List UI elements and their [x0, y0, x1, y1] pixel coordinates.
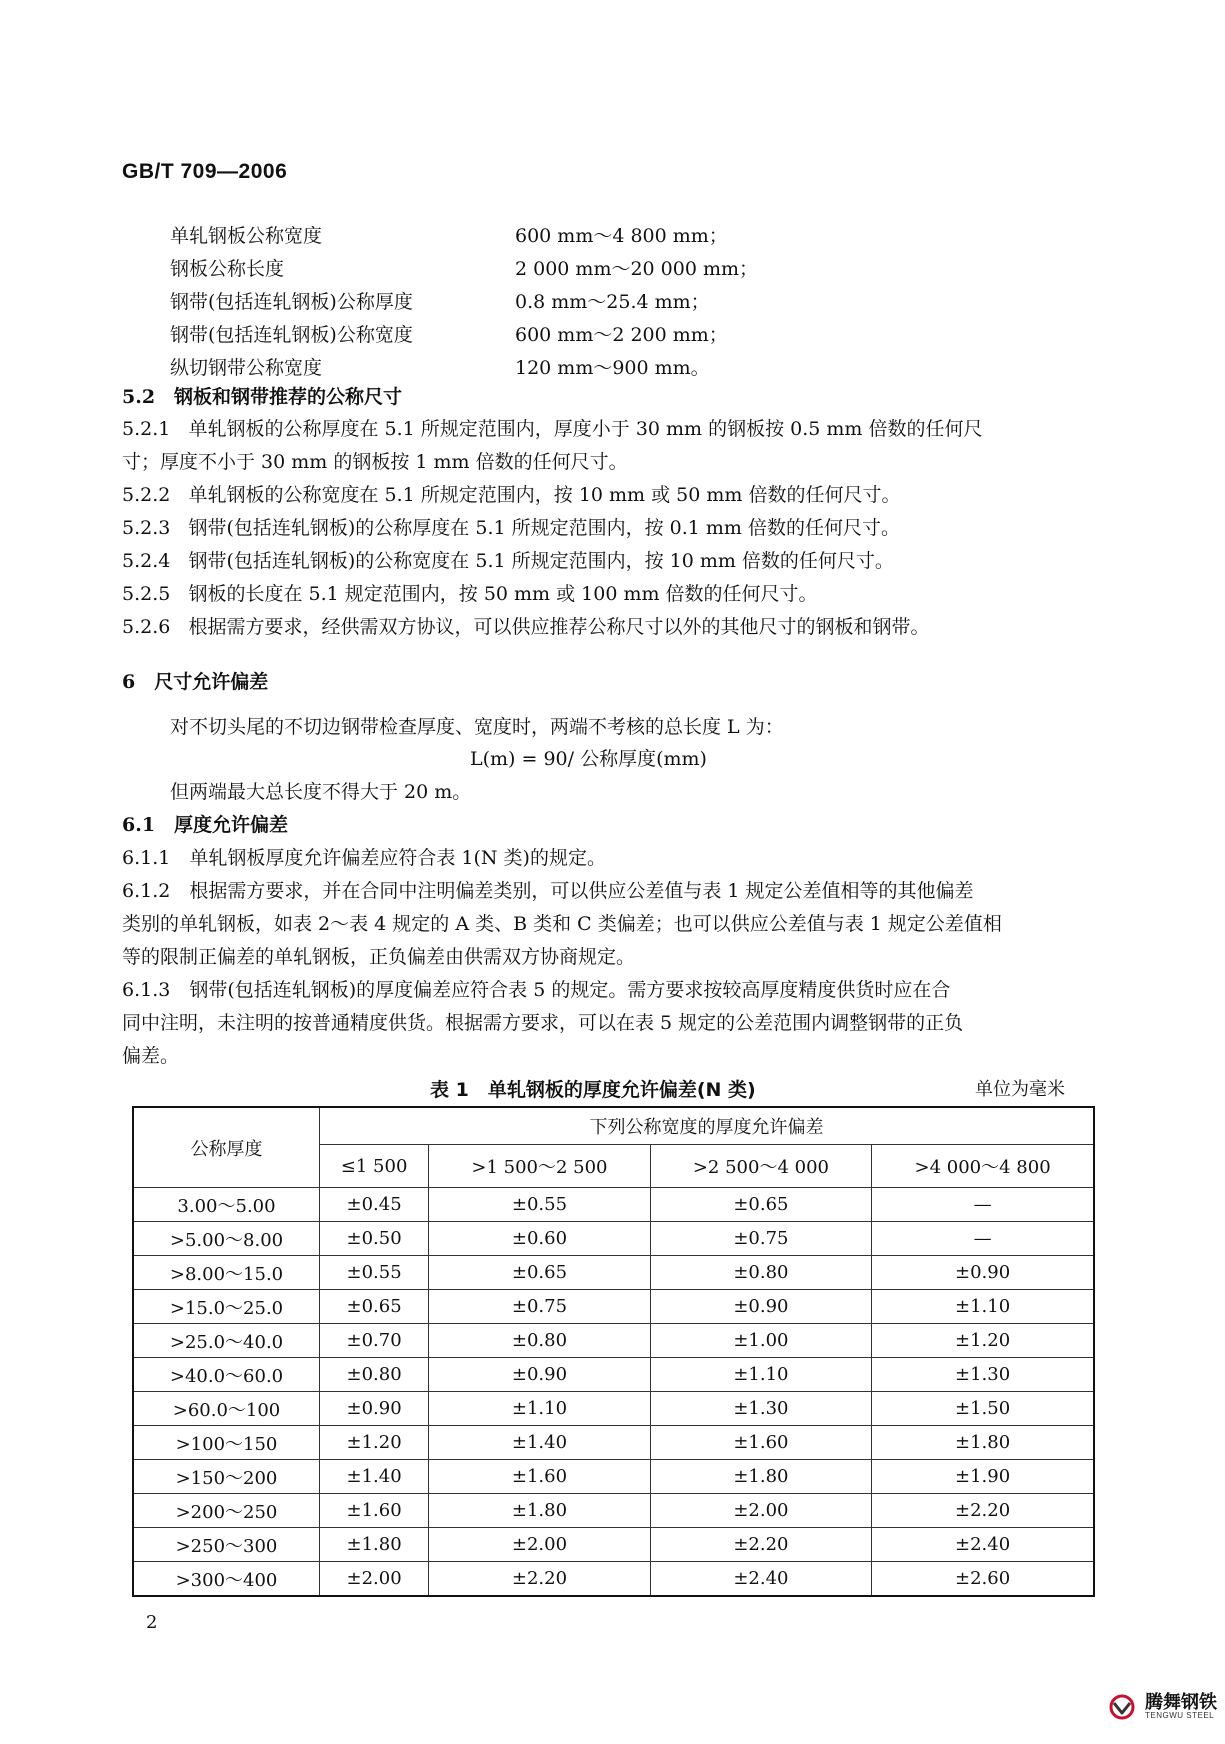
tolerance-cell: ±0.45 [320, 1188, 429, 1222]
tolerance-cell: ±0.75 [429, 1290, 650, 1324]
tolerance-cell: ±0.65 [320, 1290, 429, 1324]
table-header-row [133, 1107, 1094, 1145]
tolerance-cell: ±0.80 [650, 1256, 871, 1290]
tolerance-cell: ±0.80 [429, 1324, 650, 1358]
tolerance-cell: ±1.20 [872, 1324, 1094, 1358]
clause-5-2-1-continued: 寸；厚度不小于 30 mm 的钢板按 1 mm 倍数的任何尺寸。 [122, 451, 628, 473]
table-row [133, 1426, 1094, 1460]
range-value: 2 000 mm～20 000 mm； [515, 258, 759, 280]
tolerance-cell: ±1.30 [872, 1358, 1094, 1392]
tolerance-cell: ±2.40 [650, 1562, 871, 1597]
section-6-intro: 对不切头尾的不切边钢带检查厚度、宽度时，两端不考核的总长度 L 为： [170, 716, 784, 738]
thickness-range-cell: >100～150 [133, 1426, 320, 1460]
tolerance-cell: ±2.20 [872, 1494, 1094, 1528]
clause-6-1-3-line: 同中注明，未注明的按普通精度供货。根据需方要求，可以在表 5 规定的公差范围内调整钢带的正负 [122, 1012, 964, 1034]
table-row [133, 1188, 1094, 1222]
tolerance-cell: ±0.90 [650, 1290, 871, 1324]
clause-text: 单轧钢板的公称宽度在 5.1 所规定范围内，按 10 mm 或 50 mm 倍数的任何尺寸。 [188, 484, 901, 506]
brand-text [1145, 1694, 1217, 1720]
tolerance-cell: ±2.20 [650, 1528, 871, 1562]
clause-number: 5.2.6 [122, 616, 171, 638]
tolerance-cell: ±2.60 [872, 1562, 1094, 1597]
range-label: 钢带(包括连轧钢板)公称厚度 [170, 291, 413, 313]
tolerance-cell: ±1.60 [429, 1460, 650, 1494]
tolerance-cell: ±0.65 [429, 1256, 650, 1290]
range-row [170, 317, 1070, 350]
width-header: >2 500～4 000 [650, 1145, 871, 1188]
tolerance-cell: ±1.90 [872, 1460, 1094, 1494]
range-label: 纵切钢带公称宽度 [170, 357, 323, 379]
table-row [133, 1392, 1094, 1426]
tolerance-cell: ±1.20 [320, 1426, 429, 1460]
thickness-range-cell: >250～300 [133, 1528, 320, 1562]
clause-6-1-1: 6.1.1 单轧钢板厚度允许偏差应符合表 1(N 类)的规定。 [122, 847, 606, 869]
tolerance-cell: ±0.70 [320, 1324, 429, 1358]
page-number: 2 [146, 1612, 158, 1633]
section-6-heading: 6 尺寸允许偏差 [122, 671, 269, 693]
clause-number: 5.2.2 [122, 484, 171, 506]
range-label: 钢带(包括连轧钢板)公称宽度 [170, 324, 413, 346]
table-row [133, 1528, 1094, 1562]
range-row [170, 251, 1070, 284]
tolerance-cell: ±1.30 [650, 1392, 871, 1426]
brand-logo-icon [1105, 1694, 1139, 1720]
tolerance-cell: ±1.60 [320, 1494, 429, 1528]
thickness-range-cell: >5.00～8.00 [133, 1222, 320, 1256]
tolerance-cell: ±1.10 [429, 1392, 650, 1426]
tolerance-cell: — [872, 1222, 1094, 1256]
range-row [170, 284, 1070, 317]
tolerance-cell: ±0.50 [320, 1222, 429, 1256]
clause-text: 钢板的长度在 5.1 规定范围内，按 50 mm 或 100 mm 倍数的任何尺寸。 [188, 583, 818, 605]
tolerance-cell: ±1.40 [320, 1460, 429, 1494]
thickness-range-cell: >200～250 [133, 1494, 320, 1528]
range-row [170, 218, 1070, 251]
tolerance-cell: ±0.75 [650, 1222, 871, 1256]
clause-5-2-6 [122, 612, 930, 639]
tolerance-cell: ±2.00 [320, 1562, 429, 1597]
table-row [133, 1290, 1094, 1324]
tolerance-cell: — [872, 1188, 1094, 1222]
tolerance-cell: ±1.80 [320, 1528, 429, 1562]
clause-6-1-2-line: 等的限制正偏差的单轧钢板，正负偏差由供需双方协商规定。 [122, 946, 636, 968]
table-row [133, 1324, 1094, 1358]
clause-text: 根据需方要求，经供需双方协议，可以供应推荐公称尺寸以外的其他尺寸的钢板和钢带。 [188, 616, 930, 638]
width-header: >1 500～2 500 [429, 1145, 650, 1188]
thickness-range-cell: 3.00～5.00 [133, 1188, 320, 1222]
clause-5-2-3 [122, 513, 900, 540]
table-row [133, 1460, 1094, 1494]
tolerance-cell: ±0.55 [429, 1188, 650, 1222]
range-value: 600 mm～4 800 mm； [515, 225, 728, 247]
clause-text: 单轧钢板的公称厚度在 5.1 所规定范围内，厚度小于 30 mm 的钢板按 0.5 mm 倍数的任何尺 [188, 418, 983, 440]
thickness-range-cell: >25.0～40.0 [133, 1324, 320, 1358]
clause-text: 钢带(包括连轧钢板)的公称厚度在 5.1 所规定范围内，按 0.1 mm 倍数的任何尺寸。 [188, 517, 900, 539]
tolerance-cell: ±1.40 [429, 1426, 650, 1460]
width-group-header: 下列公称宽度的厚度允许偏差 [320, 1107, 1095, 1145]
section-5-2-heading: 5.2 钢板和钢带推荐的公称尺寸 [122, 386, 403, 408]
tolerance-cell: ±1.60 [650, 1426, 871, 1460]
tolerance-cell: ±2.20 [429, 1562, 650, 1597]
tolerance-cell: ±0.80 [320, 1358, 429, 1392]
range-label: 单轧钢板公称宽度 [170, 225, 323, 247]
tolerance-cell: ±1.80 [650, 1460, 871, 1494]
table-row [133, 1256, 1094, 1290]
tolerance-cell: ±0.90 [320, 1392, 429, 1426]
table-row [133, 1494, 1094, 1528]
table-body [133, 1188, 1094, 1597]
tolerance-cell: ±0.65 [650, 1188, 871, 1222]
tolerance-cell: ±1.10 [872, 1290, 1094, 1324]
range-row [170, 350, 1070, 383]
thickness-range-cell: >40.0～60.0 [133, 1358, 320, 1392]
clause-text: 钢带(包括连轧钢板)的公称宽度在 5.1 所规定范围内，按 10 mm 倍数的任何尺寸。 [188, 550, 894, 572]
clause-number: 5.2.5 [122, 583, 171, 605]
brand-name-en: TENGWU STEEL [1145, 1711, 1215, 1720]
range-value: 0.8 mm～25.4 mm； [515, 291, 710, 313]
section-6-1-heading: 6.1 厚度允许偏差 [122, 814, 289, 836]
table-row [133, 1222, 1094, 1256]
thickness-range-cell: >60.0～100 [133, 1392, 320, 1426]
clause-6-1-2-line: 6.1.2 根据需方要求，并在合同中注明偏差类别，可以供应公差值与表 1 规定公差值相等的其他偏差 [122, 880, 974, 902]
table-unit-note: 单位为毫米 [975, 1079, 1065, 1100]
tolerance-cell: ±0.90 [429, 1358, 650, 1392]
tolerance-cell: ±0.90 [872, 1256, 1094, 1290]
clause-6-1-2-line: 类别的单轧钢板，如表 2～表 4 规定的 A 类、B 类和 C 类偏差；也可以供应公差值与表 1 规定公差值相 [122, 913, 1002, 935]
thickness-range-cell: >8.00～15.0 [133, 1256, 320, 1290]
tolerance-cell: ±0.60 [429, 1222, 650, 1256]
tolerance-cell: ±2.00 [429, 1528, 650, 1562]
clause-6-1-3-line: 6.1.3 钢带(包括连轧钢板)的厚度偏差应符合表 5 的规定。需方要求按较高厚度精度供货时应在合 [122, 979, 951, 1001]
clause-5-2-4 [122, 546, 894, 573]
clause-6-1-3-line: 偏差。 [122, 1045, 180, 1067]
thickness-range-cell: >150～200 [133, 1460, 320, 1494]
dimension-range-list [170, 218, 1070, 383]
tolerance-cell: ±1.00 [650, 1324, 871, 1358]
tolerance-cell: ±0.55 [320, 1256, 429, 1290]
nominal-thickness-header: 公称厚度 [133, 1107, 320, 1188]
tolerance-cell: ±1.50 [872, 1392, 1094, 1426]
tolerance-cell: ±2.40 [872, 1528, 1094, 1562]
brand-watermark [1105, 1694, 1217, 1720]
standard-code: GB/T 709—2006 [122, 160, 288, 183]
brand-name: 腾舞钢铁 [1145, 1692, 1217, 1713]
length-formula: L(m) = 90/ 公称厚度(mm) [470, 748, 707, 770]
table-row [133, 1358, 1094, 1392]
tolerance-cell: ±1.10 [650, 1358, 871, 1392]
clause-5-2-2 [122, 480, 900, 507]
length-limit: 但两端最大总长度不得大于 20 m。 [170, 781, 472, 803]
tolerance-cell: ±2.00 [650, 1494, 871, 1528]
tolerance-cell: ±1.80 [429, 1494, 650, 1528]
tolerance-cell: ±1.80 [872, 1426, 1094, 1460]
range-label: 钢板公称长度 [170, 258, 285, 280]
thickness-range-cell: >15.0～25.0 [133, 1290, 320, 1324]
range-value: 120 mm～900 mm。 [515, 357, 710, 379]
range-value: 600 mm～2 200 mm； [515, 324, 728, 346]
width-header: ≤1 500 [320, 1145, 429, 1188]
clause-5-2-5 [122, 579, 818, 606]
table-1-caption: 表 1 单轧钢板的厚度允许偏差(N 类) [430, 1079, 756, 1101]
table-row [133, 1562, 1094, 1597]
width-header: >4 000～4 800 [872, 1145, 1094, 1188]
clause-number: 5.2.1 [122, 418, 171, 440]
clause-number: 5.2.3 [122, 517, 171, 539]
clause-number: 5.2.4 [122, 550, 171, 572]
thickness-range-cell: >300～400 [133, 1562, 320, 1597]
thickness-tolerance-table [132, 1106, 1095, 1597]
clause-5-2-1 [122, 414, 982, 441]
